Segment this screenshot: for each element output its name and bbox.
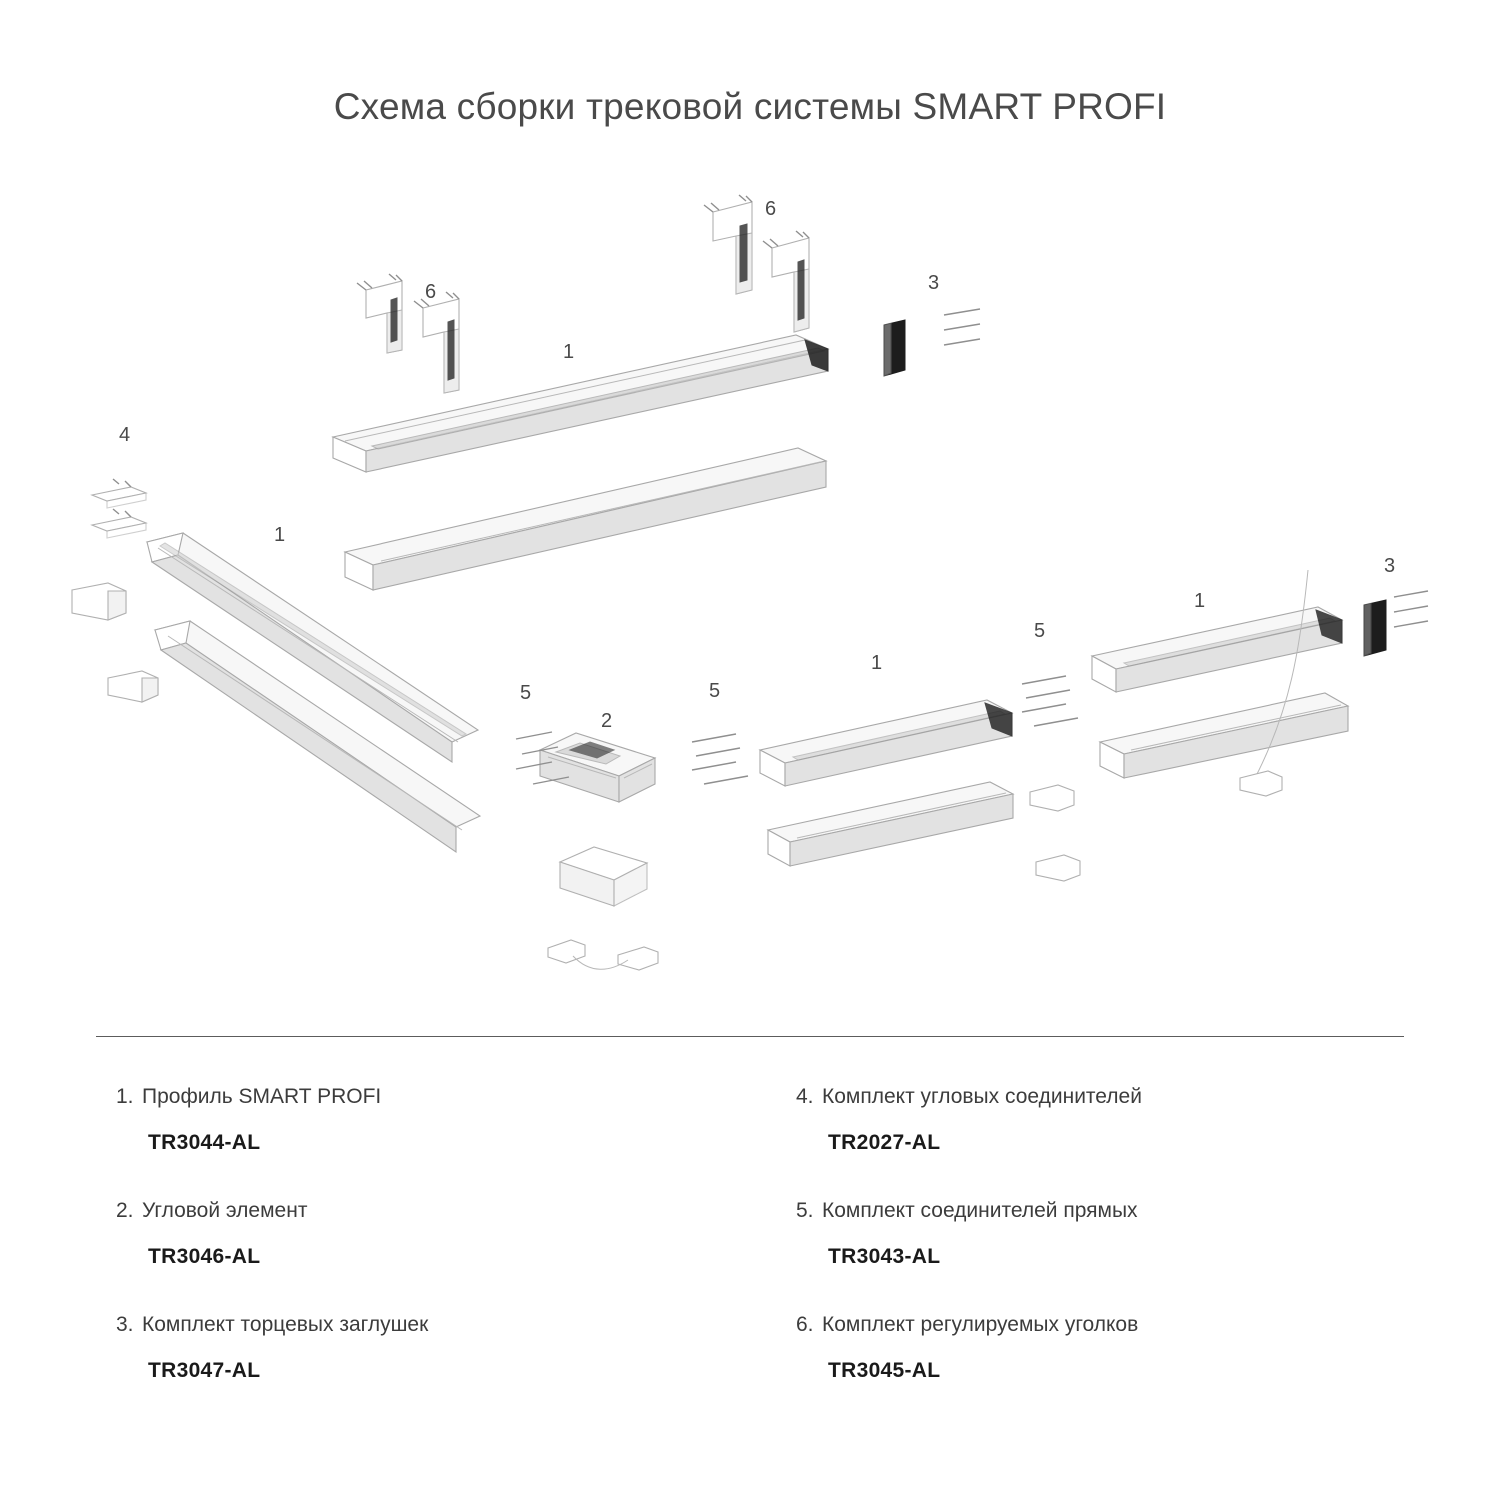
straight-connector-set-right bbox=[1022, 676, 1078, 726]
callout-2-corner: 2 bbox=[601, 710, 613, 732]
legend-item-6 bbox=[776, 1313, 1416, 1383]
callout-5-left: 5 bbox=[520, 682, 532, 704]
legend-item-3-number: 3. bbox=[116, 1313, 134, 1336]
legend-item-1 bbox=[96, 1085, 736, 1155]
profile-bottom-mid bbox=[760, 700, 1012, 786]
legend-item-1-number: 1. bbox=[116, 1085, 134, 1108]
profile-bottom-mid-shadow bbox=[768, 782, 1013, 866]
legend-item-6-number: 6. bbox=[796, 1313, 814, 1336]
legend-item-3-name: Комплект торцевых заглушек bbox=[142, 1313, 429, 1336]
adjustable-bracket-group-right bbox=[704, 195, 809, 332]
legend-item-4-name: Комплект угловых соединителей bbox=[822, 1085, 1142, 1108]
legend-item-2-code: TR3046-AL bbox=[148, 1245, 261, 1268]
legend-item-2-name: Угловой элемент bbox=[142, 1199, 308, 1222]
legend-item-4 bbox=[776, 1085, 1416, 1155]
right-power-cable bbox=[1240, 570, 1308, 796]
diagram-illustration bbox=[0, 150, 1500, 1030]
legend-item-5-name: Комплект соединителей прямых bbox=[822, 1199, 1138, 1222]
legend-item-5 bbox=[776, 1199, 1416, 1269]
callout-1-mid: 1 bbox=[871, 652, 883, 674]
end-cap-top-right bbox=[884, 309, 980, 376]
legend-item-2 bbox=[96, 1199, 736, 1269]
adjustable-bracket-group-left bbox=[357, 274, 459, 393]
legend-divider bbox=[96, 1036, 1404, 1037]
legend-item-3-code: TR3047-AL bbox=[148, 1359, 261, 1382]
callout-6-left: 6 bbox=[425, 281, 437, 303]
callout-5-right: 5 bbox=[1034, 620, 1046, 642]
corner-connector-set bbox=[92, 479, 146, 538]
profile-right bbox=[1092, 607, 1342, 692]
legend-item-1-code: TR3044-AL bbox=[148, 1131, 261, 1154]
callout-6-top: 6 bbox=[765, 198, 777, 220]
legend-item-6-code: TR3045-AL bbox=[828, 1359, 941, 1382]
power-cable-connector bbox=[548, 940, 658, 970]
legend-item-2-number: 2. bbox=[116, 1199, 134, 1222]
legend-item-3 bbox=[96, 1313, 736, 1383]
page-title: Схема сборки трековой системы SMART PROFI bbox=[333, 86, 1167, 127]
callout-1-top: 1 bbox=[563, 341, 575, 363]
profile-top-upper bbox=[333, 335, 828, 472]
end-cap-right bbox=[1364, 591, 1428, 656]
left-small-fittings bbox=[72, 583, 158, 702]
corner-element bbox=[540, 733, 655, 802]
corner-element-bottom bbox=[560, 847, 647, 906]
legend-item-1-name: Профиль SMART PROFI bbox=[142, 1085, 382, 1108]
callout-3-top: 3 bbox=[928, 272, 940, 294]
callout-1-left: 1 bbox=[274, 524, 286, 546]
assembly-diagram bbox=[0, 150, 1500, 1030]
callout-4-left: 4 bbox=[119, 424, 131, 446]
legend-item-4-code: TR2027-AL bbox=[828, 1131, 941, 1154]
legend-item-6-name: Комплект регулируемых уголков bbox=[822, 1313, 1139, 1336]
legend bbox=[96, 1085, 1416, 1427]
legend-item-4-number: 4. bbox=[796, 1085, 814, 1108]
callout-5-mid: 5 bbox=[709, 680, 721, 702]
legend-item-5-number: 5. bbox=[796, 1199, 814, 1222]
profile-top-lower bbox=[345, 448, 826, 590]
callout-1-right: 1 bbox=[1194, 590, 1206, 612]
callout-3-right: 3 bbox=[1384, 555, 1396, 577]
legend-item-5-code: TR3043-AL bbox=[828, 1245, 941, 1268]
straight-connector-set-mid bbox=[692, 734, 748, 784]
profile-right-shadow bbox=[1100, 693, 1348, 778]
mid-small-fittings bbox=[1030, 785, 1080, 881]
